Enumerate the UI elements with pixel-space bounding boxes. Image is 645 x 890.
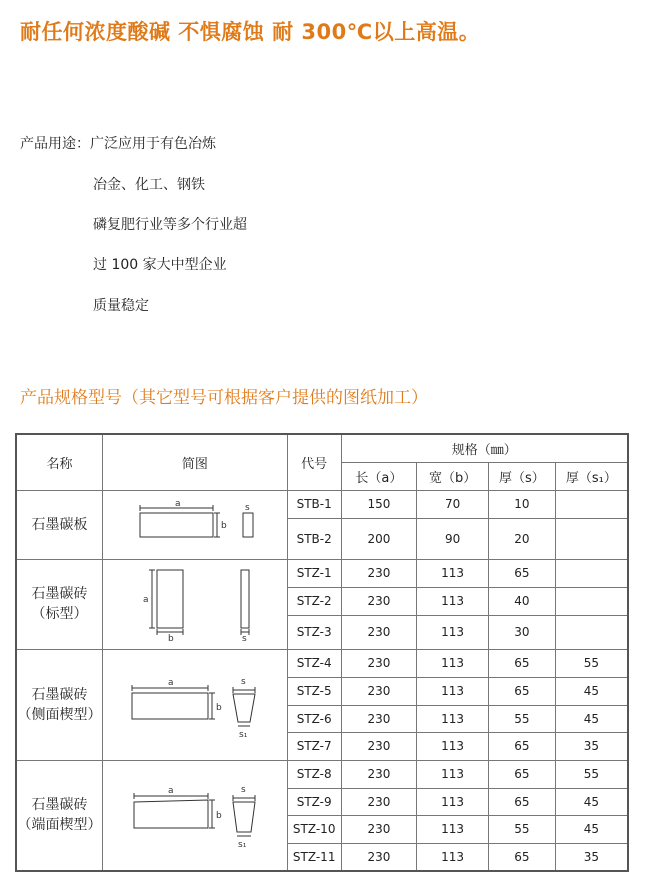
table-row: [16, 490, 628, 518]
svg-text:b: b: [167, 634, 174, 644]
width-b: 113: [417, 843, 489, 871]
table-row: [16, 760, 628, 788]
header-name: 名称: [16, 434, 103, 490]
thickness-s1: [555, 490, 628, 518]
thickness-s: 65: [488, 843, 555, 871]
usage-line: 质量稳定: [93, 298, 149, 314]
figure-side-wedge-brick: [103, 649, 288, 760]
width-b: 113: [417, 677, 489, 705]
length-a: 230: [341, 815, 417, 843]
product-code: STZ-8: [287, 760, 341, 788]
standard-brick-diagram: [125, 564, 265, 644]
end-wedge-brick-diagram: [120, 780, 270, 850]
thickness-s1: 45: [555, 788, 628, 815]
svg-text:s₁: s₁: [238, 729, 248, 740]
header-length: 长（a）: [341, 462, 417, 490]
width-b: 113: [417, 559, 489, 587]
product-name: 石墨碳砖 （标型）: [16, 559, 103, 649]
header-width: 宽（b）: [417, 462, 489, 490]
section-title: 产品规格型号（其它型号可根据客户提供的图纸加工）: [20, 388, 428, 408]
length-a: 230: [341, 615, 417, 649]
svg-text:a: a: [174, 499, 181, 509]
thickness-s1: 45: [555, 815, 628, 843]
width-b: 113: [417, 587, 489, 615]
width-b: 113: [417, 815, 489, 843]
thickness-s1: [555, 518, 628, 559]
length-a: 230: [341, 732, 417, 760]
product-code: STZ-1: [287, 559, 341, 587]
product-code: STZ-7: [287, 732, 341, 760]
length-a: 230: [341, 760, 417, 788]
product-name: 石墨碳砖 （侧面楔型）: [16, 649, 103, 760]
header-figure: 简图: [103, 434, 288, 490]
headline: 耐任何浓度酸碱 不惧腐蚀 耐 300℃以上高温。: [20, 20, 481, 44]
usage-line: 冶金、化工、钢铁: [93, 177, 205, 193]
thickness-s: 65: [488, 677, 555, 705]
svg-text:b: b: [215, 702, 222, 713]
figure-plate: [103, 490, 288, 559]
product-code: STZ-4: [287, 649, 341, 677]
header-spec: 规格（㎜）: [341, 434, 628, 462]
header-thick: 厚（s）: [488, 462, 555, 490]
width-b: 113: [417, 732, 489, 760]
thickness-s: 65: [488, 732, 555, 760]
thickness-s: 55: [488, 815, 555, 843]
product-code: STZ-5: [287, 677, 341, 705]
thickness-s1: [555, 559, 628, 587]
product-code: STZ-3: [287, 615, 341, 649]
thickness-s: 10: [488, 490, 555, 518]
thickness-s: 55: [488, 705, 555, 732]
svg-text:s: s: [244, 502, 250, 513]
usage-line: 磷复肥行业等多个行业超: [93, 217, 247, 233]
svg-text:b: b: [220, 520, 227, 531]
thickness-s: 30: [488, 615, 555, 649]
svg-text:s₁: s₁: [237, 840, 247, 851]
thickness-s1: 45: [555, 677, 628, 705]
thickness-s1: 35: [555, 843, 628, 871]
thickness-s: 65: [488, 788, 555, 815]
thickness-s1: 55: [555, 760, 628, 788]
svg-text:b: b: [215, 811, 222, 822]
table-row: [16, 649, 628, 677]
thickness-s1: [555, 615, 628, 649]
product-code: STZ-6: [287, 705, 341, 732]
product-name: 石墨碳板: [16, 490, 103, 559]
svg-text:s: s: [241, 634, 247, 644]
thickness-s: 65: [488, 649, 555, 677]
svg-text:a: a: [142, 595, 149, 605]
side-wedge-brick-diagram: [120, 670, 270, 740]
svg-text:a: a: [167, 677, 174, 688]
product-code: STB-2: [287, 518, 341, 559]
length-a: 150: [341, 490, 417, 518]
svg-text:s: s: [240, 676, 246, 687]
product-code: STB-1: [287, 490, 341, 518]
thickness-s: 40: [488, 587, 555, 615]
length-a: 230: [341, 677, 417, 705]
thickness-s1: 45: [555, 705, 628, 732]
thickness-s1: [555, 587, 628, 615]
length-a: 230: [341, 788, 417, 815]
width-b: 90: [417, 518, 489, 559]
product-code: STZ-11: [287, 843, 341, 871]
length-a: 230: [341, 559, 417, 587]
width-b: 113: [417, 760, 489, 788]
svg-text:a: a: [167, 786, 174, 797]
thickness-s1: 55: [555, 649, 628, 677]
width-b: 113: [417, 788, 489, 815]
header-code: 代号: [287, 434, 341, 490]
product-code: STZ-10: [287, 815, 341, 843]
thickness-s1: 35: [555, 732, 628, 760]
table-row: [16, 559, 628, 587]
length-a: 230: [341, 843, 417, 871]
length-a: 230: [341, 587, 417, 615]
svg-text:s: s: [240, 785, 246, 796]
width-b: 113: [417, 705, 489, 732]
header-thick1: 厚（s₁）: [555, 462, 628, 490]
width-b: 113: [417, 615, 489, 649]
plate-diagram: [125, 500, 265, 550]
product-code: STZ-2: [287, 587, 341, 615]
product-name: 石墨碳砖 （端面楔型）: [16, 760, 103, 871]
length-a: 200: [341, 518, 417, 559]
thickness-s: 65: [488, 559, 555, 587]
spec-table: [15, 433, 629, 872]
width-b: 113: [417, 649, 489, 677]
product-code: STZ-9: [287, 788, 341, 815]
usage-line: 过 100 家大中型企业: [93, 257, 227, 273]
width-b: 70: [417, 490, 489, 518]
thickness-s: 65: [488, 760, 555, 788]
figure-standard-brick: [103, 559, 288, 649]
usage-label: 产品用途：广泛应用于有色冶炼: [20, 136, 216, 152]
figure-end-wedge-brick: [103, 760, 288, 871]
length-a: 230: [341, 649, 417, 677]
length-a: 230: [341, 705, 417, 732]
thickness-s: 20: [488, 518, 555, 559]
